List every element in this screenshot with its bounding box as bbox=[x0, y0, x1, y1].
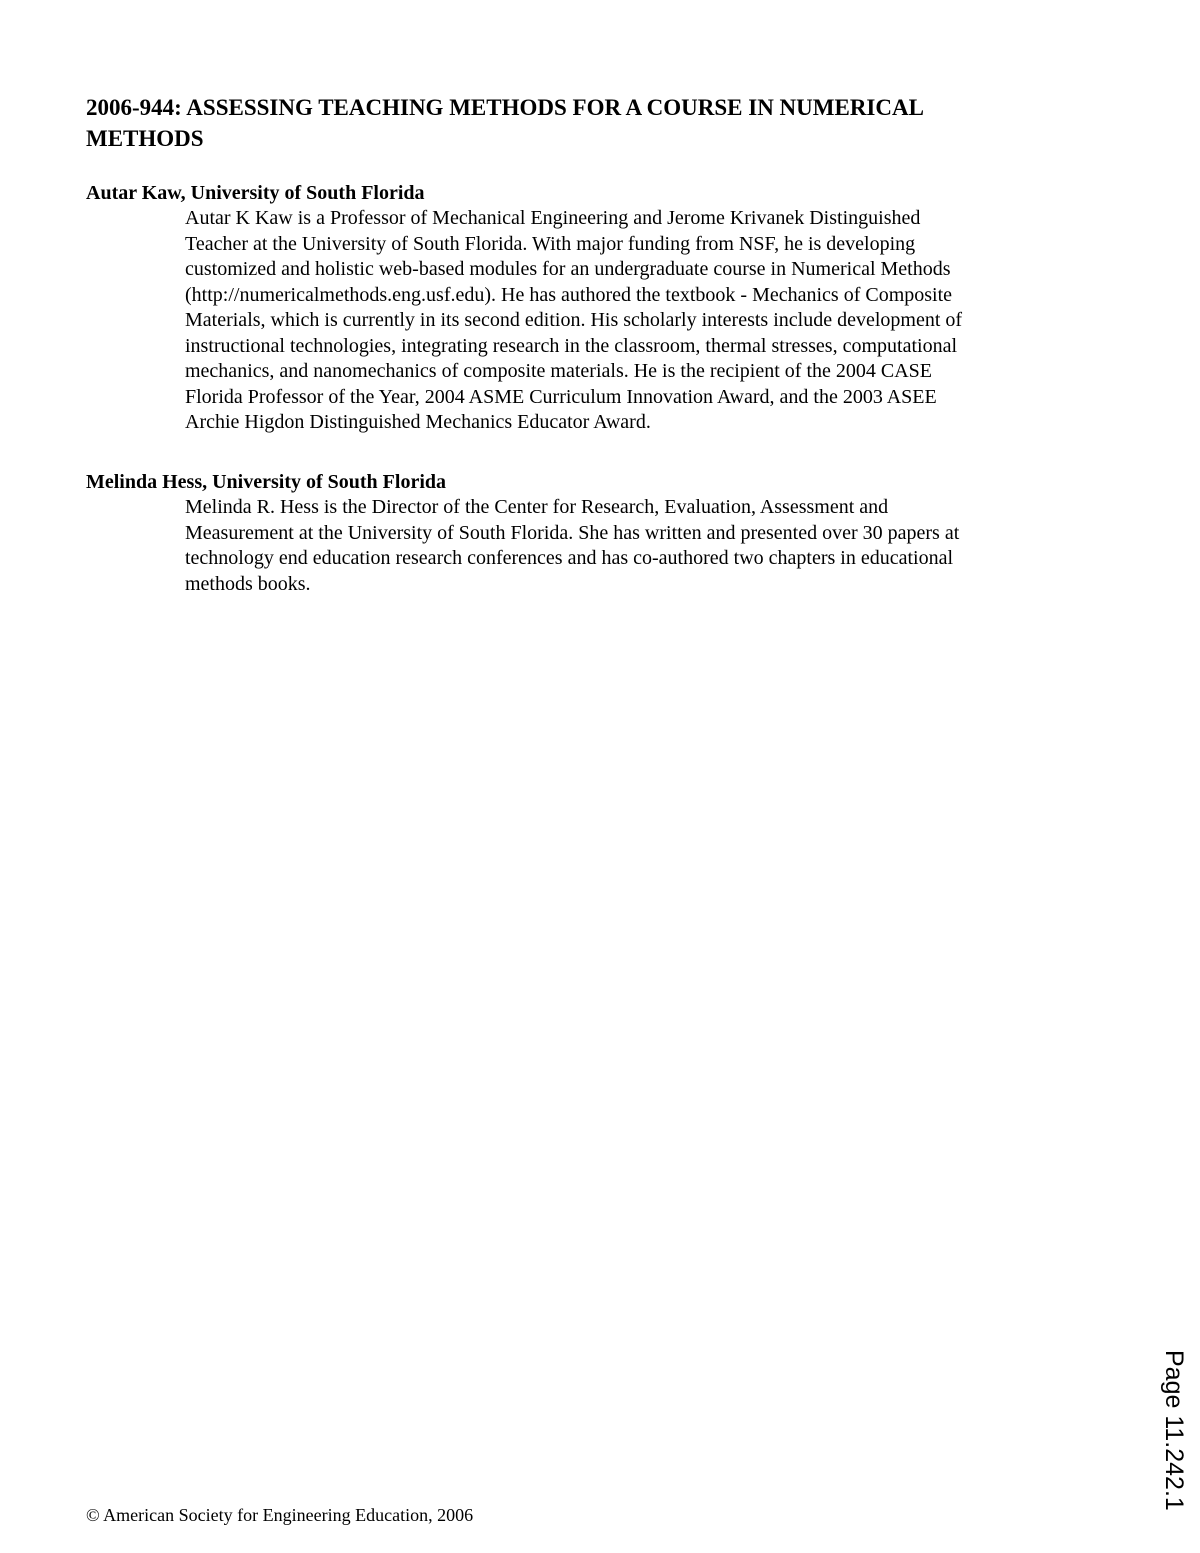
author-bio-line: (http://numericalmethods.eng.usf.edu). He has authored the textbook - Mechanics of Composite bbox=[185, 283, 953, 306]
author-bio-line: methods books. bbox=[185, 572, 311, 595]
paper-title-line: METHODS bbox=[86, 126, 204, 151]
author-bio bbox=[185, 495, 1115, 597]
paper-title-line: 2006-944: ASSESSING TEACHING METHODS FOR A COURSE IN NUMERICAL bbox=[86, 95, 924, 120]
author-name: Melinda Hess, University of South Florida bbox=[86, 471, 447, 493]
author-bio-line: Teacher at the University of South Florida. With major funding from NSF, he is developing bbox=[185, 232, 916, 255]
author-bio-line: Autar K Kaw is a Professor of Mechanical Engineering and Jerome Krivanek Distinguished bbox=[185, 207, 921, 229]
author-bio-line: Melinda R. Hess is the Director of the Center for Research, Evaluation, Assessment and bbox=[185, 496, 889, 518]
paper-title bbox=[86, 92, 1116, 154]
author-bio-line: Archie Higdon Distinguished Mechanics Educator Award. bbox=[185, 411, 651, 433]
author-bio-line: Florida Professor of the Year, 2004 ASME Curriculum Innovation Award, and the 2003 ASEE bbox=[185, 385, 937, 408]
author-bio-line: Measurement at the University of South Florida. She has written and presented over 30 papers at bbox=[185, 521, 960, 544]
author-bio-line: customized and holistic web-based modules for an undergraduate course in Numerical Methods bbox=[185, 258, 951, 280]
copyright-notice: © American Society for Engineering Education, 2006 bbox=[86, 1505, 474, 1525]
page-number: Page 11.242.1 bbox=[1160, 1350, 1188, 1511]
author-bio-line: mechanics, and nanomechanics of composite materials. He is the recipient of the 2004 CASE bbox=[185, 360, 933, 382]
author-name: Autar Kaw, University of South Florida bbox=[86, 182, 425, 204]
author-bio-line: technology end education research conferences and has co-authored two chapters in educational bbox=[185, 547, 953, 569]
author-bio-line: instructional technologies, integrating research in the classroom, thermal stresses, computational bbox=[185, 334, 958, 357]
author-bio bbox=[185, 206, 1115, 436]
author-bio-line: Materials, which is currently in its second edition. His scholarly interests include development of bbox=[185, 309, 963, 331]
